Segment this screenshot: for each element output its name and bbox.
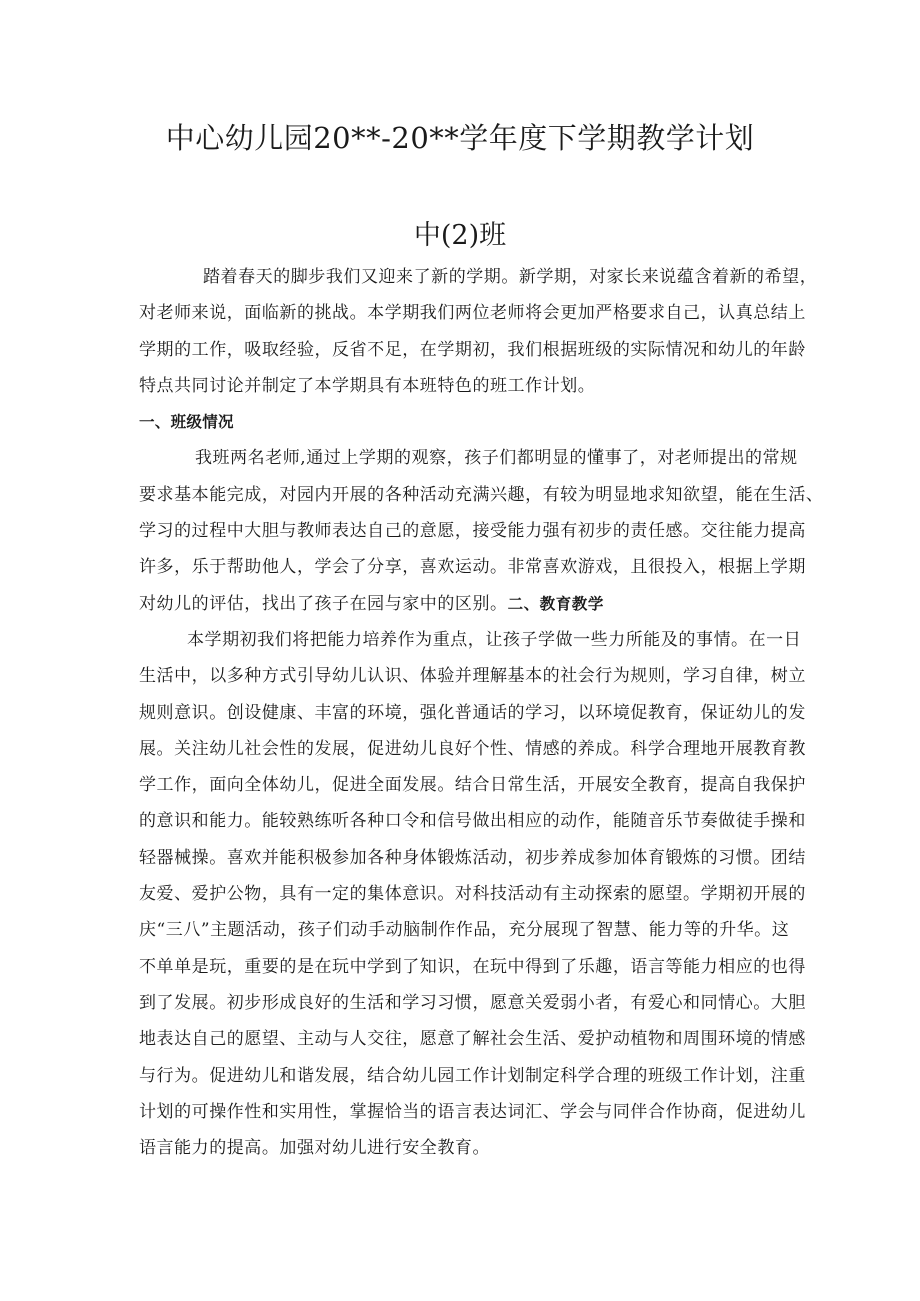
class-subtitle: 中(2)班 bbox=[413, 220, 507, 251]
section1-line: 要求基本能完成，对园内开展的各种活动充满兴趣，有较为明显地求知欲望，能在生活、 bbox=[139, 484, 824, 505]
section2-line: 展。关注幼儿社会性的发展，促进幼儿良好个性、情感的养成。科学合理地开展教育教 bbox=[139, 738, 806, 759]
section2-line: 不单单是玩，重要的是在玩中学到了知识，在玩中得到了乐趣，语言等能力相应的也得 bbox=[139, 956, 806, 977]
section2-line: 轻器械操。喜欢并能积极参加各种身体锻炼活动，初步养成参加体育锻炼的习惯。团结 bbox=[139, 847, 806, 868]
document-title: 中心幼儿园20**-20**学年度下学期教学计划 bbox=[165, 121, 755, 155]
section2-line: 本学期初我们将把能力培养作为重点，让孩子学做一些力所能及的事情。在一日 bbox=[187, 629, 802, 650]
section1-line: 我班两名老师,通过上学期的观察，孩子们都明显的懂事了，对老师提出的常规 bbox=[195, 448, 798, 469]
section-heading-class-situation: 一、班级情况 bbox=[139, 413, 234, 432]
section2-line: 生活中，以多种方式引导幼儿认识、体验并理解基本的社会行为规则，学习自律，树立 bbox=[139, 666, 806, 687]
section2-line: 规则意识。创设健康、丰富的环境，强化普通话的学习，以环境促教育，保证幼儿的发 bbox=[139, 702, 806, 723]
document-body bbox=[139, 259, 824, 1166]
section2-line: 与行为。促进幼儿和谐发展，结合幼儿园工作计划制定科学合理的班级工作计划，注重 bbox=[139, 1065, 806, 1086]
section1-last-line bbox=[139, 586, 799, 622]
section2-line: 地表达自己的愿望、主动与人交往，愿意了解社会生活、爱护动植物和周围环境的情感 bbox=[139, 1029, 806, 1050]
section2-line: 到了发展。初步形成良好的生活和学习习惯，愿意关爱弱小者，有爱心和同情心。大胆 bbox=[139, 992, 806, 1013]
section2-line: 语言能力的提高。加强对幼儿进行安全教育。 bbox=[139, 1138, 490, 1159]
section2-line: 学工作，面向全体幼儿，促进全面发展。结合日常生活，开展安全教育，提高自我保护 bbox=[139, 775, 806, 796]
section2-line: 庆“三八”主题活动，孩子们动手动脑制作作品，充分展现了智慧、能力等的升华。这 bbox=[139, 920, 790, 941]
section1-line: 许多，乐于帮助他人，学会了分享，喜欢运动。非常喜欢游戏，且很投入，根据上学期 bbox=[139, 557, 806, 578]
intro-line: 对老师来说，面临新的挑战。本学期我们两位老师将会更加严格要求自己，认真总结上 bbox=[139, 303, 806, 324]
intro-line: 特点共同讨论并制定了本学期具有本班特色的班工作计划。 bbox=[139, 375, 596, 396]
intro-line: 踏着春天的脚步我们又迎来了新的学期。新学期，对家长来说蕴含着新的希望， bbox=[203, 267, 818, 287]
section2-line: 友爱、爱护公物，具有一定的集体意识。对科技活动有主动探索的愿望。学期初开展的 bbox=[139, 884, 806, 905]
section1-line: 学习的过程中大胆与教师表达自己的意愿，接受能力强有初步的责任感。交往能力提高 bbox=[139, 521, 806, 542]
section1-line: 对幼儿的评估，找出了孩子在园与家中的区别。 bbox=[139, 593, 508, 614]
section2-line: 计划的可操作性和实用性，掌握恰当的语言表达词汇、学会与同伴合作协商，促进幼儿 bbox=[139, 1101, 806, 1122]
intro-line: 学期的工作，吸取经验，反省不足，在学期初，我们根据班级的实际情况和幼儿的年龄 bbox=[139, 339, 806, 360]
section2-line: 的意识和能力。能较熟练听各种口令和信号做出相应的动作，能随音乐节奏做徒手操和 bbox=[139, 811, 806, 832]
section-heading-education: 二、教育教学 bbox=[507, 594, 604, 613]
